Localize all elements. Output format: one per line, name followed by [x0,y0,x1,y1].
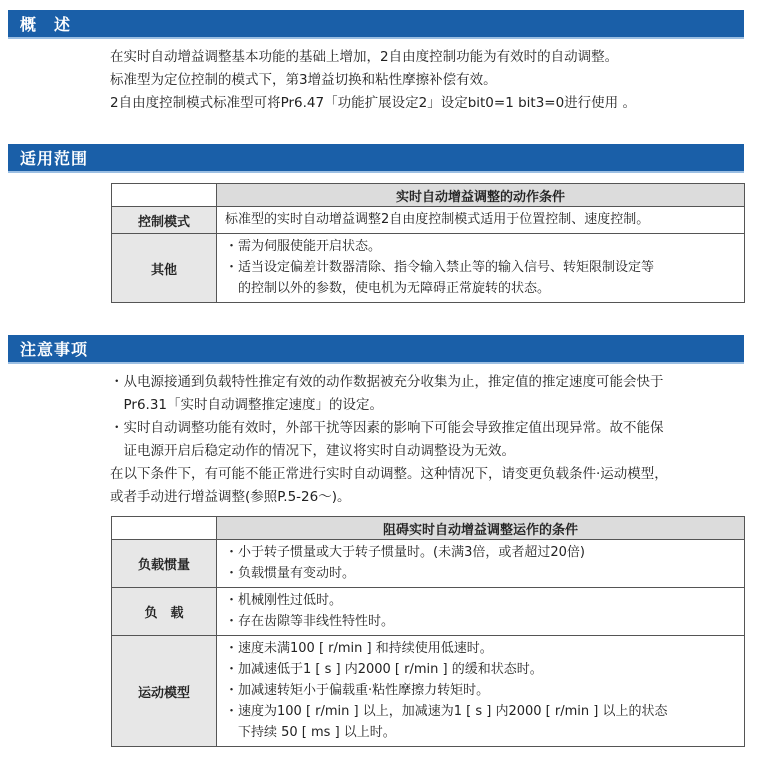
notes-line: 证电源开启后稳定动作的情况下，建议将实时自动调整设为无效。 [110,443,515,459]
row-line: ・机械刚性过低时。 [225,593,343,608]
table-header: 实时自动增益调整的动作条件 [217,184,745,207]
table-row [112,207,745,234]
row-line: ・存在齿隙等非线性特性时。 [225,614,395,629]
overview-line: 在实时自动增益调整基本功能的基础上增加，2自由度控制功能为有效时的自动调整。 [110,49,619,65]
table-corner-cell [112,184,217,207]
table-corner-cell [112,517,217,540]
row-label: 其他 [112,234,217,303]
notes-line: 或者手动进行增益调整(参照P.5-26～)。 [110,489,351,505]
row-line: ・小于转子惯量或大于转子惯量时。(未满3倍，或者超过20倍) [225,545,585,560]
row-line: ・速度为100 [ r/min ] 以上，加减速为1 [ s ] 内2000 [ r/min ] 以上的状态 [225,704,668,719]
overview-line: 2自由度控制模式标准型可将Pr6.47「功能扩展设定2」设定bit0=1 bit3=0进行使用 。 [110,95,636,111]
section-header-scope: 适用范围 [8,144,744,173]
table-row [112,588,745,636]
notes-line: 在以下条件下，有可能不能正常进行实时自动调整。这种情况下，请变更负载条件·运动模型， [110,466,668,482]
overview-line: 标准型为定位控制的模式下，第3增益切换和粘性摩擦补偿有效。 [110,72,497,88]
conditions-table [111,516,745,747]
row-line: ・负载惯量有变动时。 [225,566,356,581]
row-line: 下持续 50 [ ms ] 以上时。 [225,725,396,740]
row-line: 的控制以外的参数，使电机为无障碍正常旋转的状态。 [225,281,551,296]
row-content [217,540,745,588]
table-header: 阻碍实时自动增益调整运作的条件 [217,517,745,540]
row-content [217,588,745,636]
row-line: ・速度未满100 [ r/min ] 和持续使用低速时。 [225,641,493,656]
table-row [112,540,745,588]
section-header-notes: 注意事项 [8,335,744,364]
row-label: 控制模式 [112,207,217,234]
row-label: 运动模型 [112,636,217,747]
section-header-overview: 概 述 [8,10,744,39]
notes-line: Pr6.31「实时自动调整推定速度」的设定。 [110,397,384,413]
table-row [112,636,745,747]
row-content [217,234,745,303]
row-label: 负载惯量 [112,540,217,588]
scope-table [111,183,745,303]
row-line: ・适当设定偏差计数器清除、指令输入禁止等的输入信号、转矩限制设定等 [225,260,655,275]
notes-line: ・从电源接通到负载特性推定有效的动作数据被充分收集为止，推定值的推定速度可能会快于 [110,374,664,390]
table-row [112,234,745,303]
overview-text [110,46,636,115]
row-content [217,207,745,234]
notes-text [110,371,668,509]
row-line: ・加减速转矩小于偏载重·粘性摩擦力转矩时。 [225,683,490,698]
row-line: ・需为伺服使能开启状态。 [225,239,382,254]
row-line: 标准型的实时自动增益调整2自由度控制模式适用于位置控制、速度控制。 [225,212,650,227]
row-line: ・加减速低于1 [ s ] 内2000 [ r/min ] 的缓和状态时。 [225,662,543,677]
row-content [217,636,745,747]
row-label: 负 载 [112,588,217,636]
notes-line: ・实时自动调整功能有效时，外部干扰等因素的影响下可能会导致推定值出现异常。故不能保 [110,420,664,436]
